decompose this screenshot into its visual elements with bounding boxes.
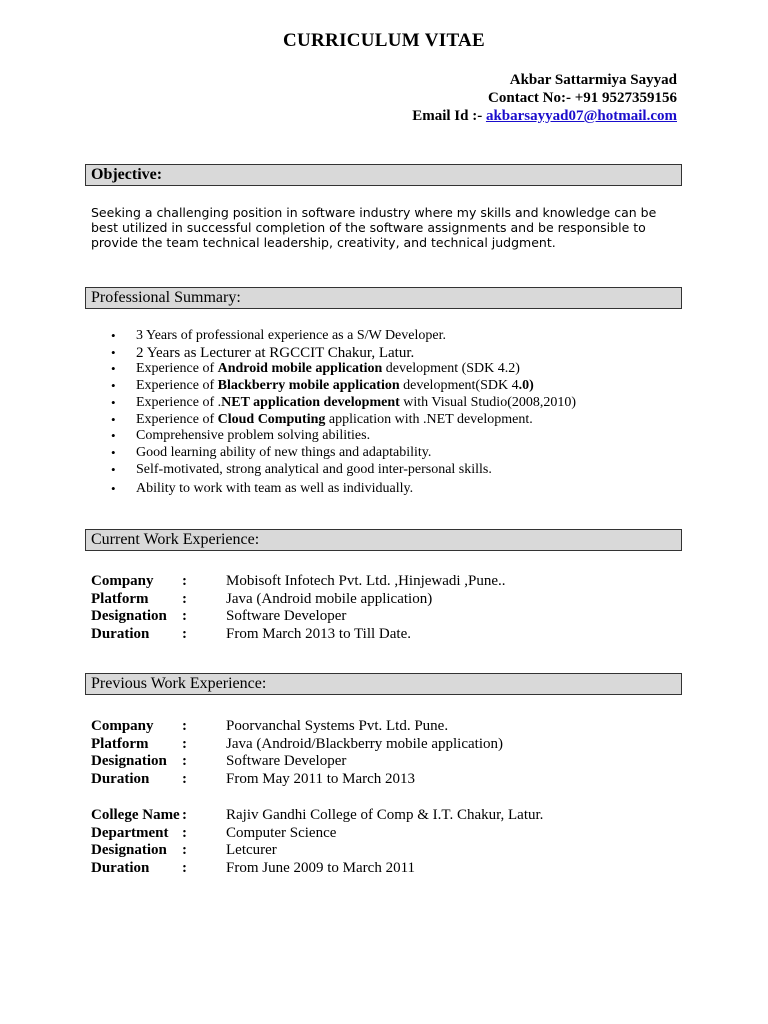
- bullet-icon: •: [111, 481, 116, 497]
- bullet-icon: •: [111, 444, 116, 460]
- objective-text: Seeking a challenging position in software industry where my skills and knowledge can be best utilized in successful completion of the software assignments and be responsible to provide the team technical leadership, creativity, and technical judgment.: [91, 205, 657, 250]
- detail-row: Company : Mobisoft Infotech Pvt. Ltd. ,Hinjewadi ,Pune..: [91, 573, 506, 589]
- lecturer-experience-details: [91, 807, 543, 878]
- detail-row: Platform : Java (Android mobile application): [91, 590, 433, 607]
- current-work-heading: Current Work Experience:: [85, 529, 682, 551]
- detail-row: College Name : Rajiv Gandhi College of Comp & I.T. Chakur, Latur.: [91, 807, 544, 823]
- contact-block: [412, 71, 677, 125]
- current-work-details: [91, 573, 506, 644]
- objective-heading: Objective:: [85, 164, 682, 186]
- document-title: CURRICULUM VITAE: [282, 30, 486, 51]
- bullet-icon: •: [111, 378, 116, 394]
- summary-item: • Experience of Android mobile application development (SDK 4.2): [111, 361, 520, 377]
- email-label: Email Id :-: [412, 108, 486, 124]
- bullet-icon: •: [111, 361, 116, 377]
- previous-work-heading: Previous Work Experience:: [85, 673, 682, 695]
- summary-item: • Ability to work with team as well as individually.: [111, 481, 414, 497]
- summary-heading: Professional Summary:: [85, 287, 682, 309]
- bullet-icon: •: [111, 344, 116, 360]
- summary-item: • Experience of Cloud Computing application with .NET development.: [111, 411, 533, 427]
- summary-item: • 3 Years of professional experience as a S/W Developer.: [111, 328, 446, 343]
- bullet-icon: •: [111, 461, 116, 477]
- summary-item: • Experience of Blackberry mobile application development(SDK 4.0): [111, 378, 534, 394]
- summary-list: [108, 328, 576, 498]
- detail-row: Department : Computer Science: [91, 824, 337, 841]
- detail-row: Company : Poorvanchal Systems Pvt. Ltd. Pune.: [91, 718, 449, 734]
- contact-number: Contact No:- +91 9527359156: [488, 90, 677, 106]
- detail-row: Duration : From March 2013 to Till Date.: [91, 626, 412, 643]
- bullet-icon: •: [111, 428, 116, 444]
- detail-row: Platform : Java (Android/Blackberry mobile application): [91, 735, 503, 752]
- detail-row: Designation : Software Developer: [91, 753, 347, 770]
- candidate-name: Akbar Sattarmiya Sayyad: [509, 72, 677, 88]
- summary-item: • Self-motivated, strong analytical and good inter-personal skills.: [111, 461, 492, 477]
- summary-item: • Comprehensive problem solving abilities.: [111, 428, 371, 444]
- detail-row: Duration : From June 2009 to March 2011: [91, 860, 416, 877]
- previous-work-details: [91, 718, 503, 789]
- summary-item: • 2 Years as Lecturer at RGCCIT Chakur, Latur.: [111, 344, 415, 361]
- detail-row: Designation : Letcurer: [91, 842, 277, 859]
- summary-item: • Experience of .NET application development with Visual Studio(2008,2010): [111, 394, 577, 410]
- detail-row: Duration : From May 2011 to March 2013: [91, 771, 416, 788]
- bullet-icon: •: [111, 394, 116, 410]
- email-line: [412, 107, 677, 125]
- summary-item: • Good learning ability of new things and adaptability.: [111, 444, 432, 460]
- email-link[interactable]: akbarsayyad07@hotmail.com: [485, 108, 677, 124]
- bullet-icon: •: [111, 411, 116, 427]
- bullet-icon: •: [111, 328, 116, 343]
- detail-row: Designation : Software Developer: [91, 608, 347, 625]
